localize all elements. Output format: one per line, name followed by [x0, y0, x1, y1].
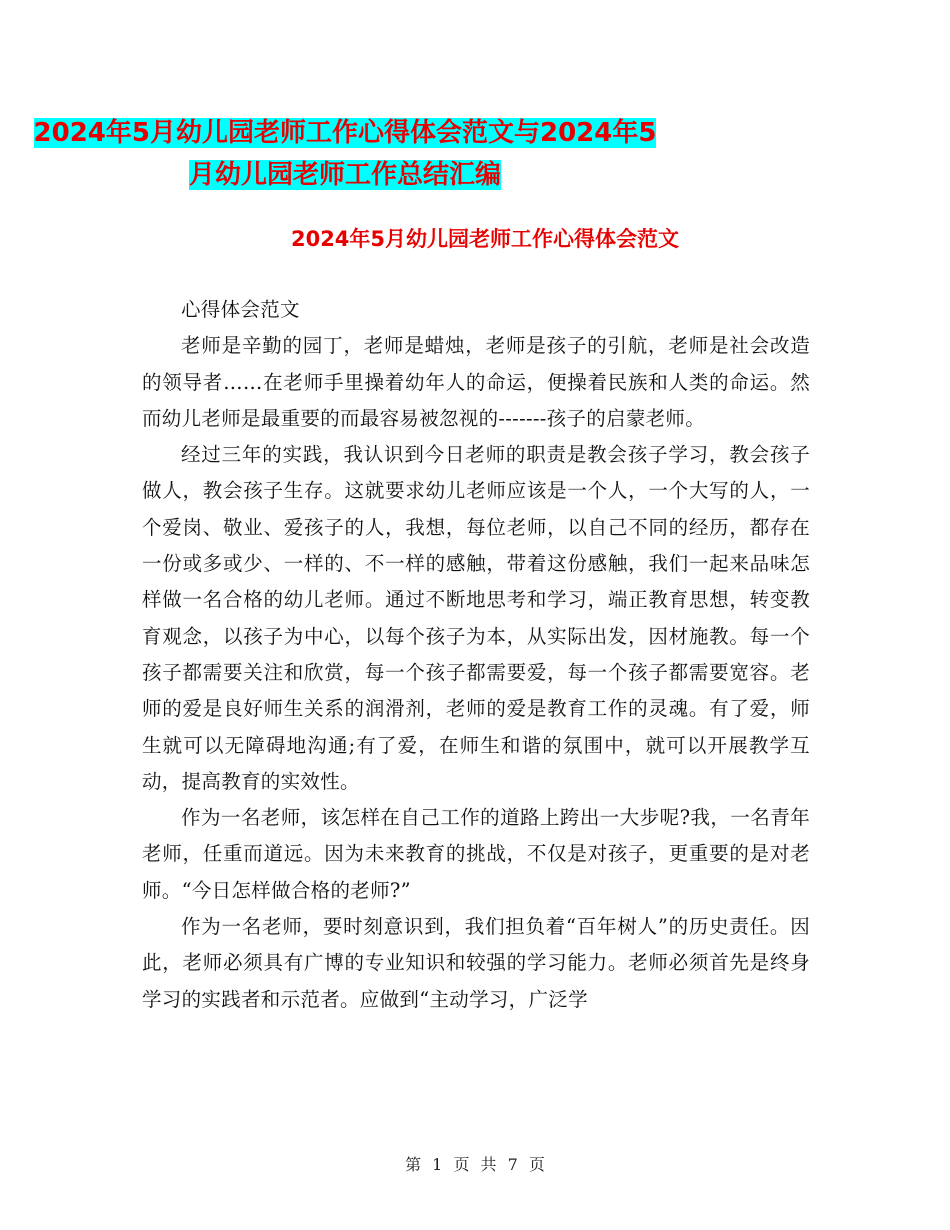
title-highlight-1: 2024年5月幼儿园老师工作心得体会范文与2024年5 — [33, 118, 657, 148]
page-footer: 第 1 页 共 7 页 — [405, 1155, 545, 1174]
title-highlight-2: 月幼儿园老师工作总结汇编 — [188, 160, 501, 190]
document-body — [142, 292, 810, 1018]
section-title: 2024年5月幼儿园老师工作心得体会范文 — [290, 227, 680, 251]
paragraph: 作为一名老师，要时刻意识到，我们担负着“百年树人”的历史责任。因此，老师必须具有广博的专业知识和较强的学习能力。老师必须首先是终身学习的实践者和示范者。应做到“主动学习，广泛学 — [142, 915, 810, 1011]
paragraph: 作为一名老师，该怎样在自己工作的道路上跨出一大步呢?我，一名青年老师，任重而道远。因为未来教育的挑战，不仅是对孩子，更重要的是对老师。“今日怎样做合格的老师?” — [142, 806, 810, 902]
paragraph: 老师是辛勤的园丁，老师是蜡烛，老师是孩子的引航，老师是社会改造的领导者……在老师手里操着幼年人的命运，便操着民族和人类的命运。然而幼儿老师是最重要的而最容易被忽视的-------孩子的启蒙老师。 — [142, 334, 810, 430]
paragraph: 心得体会范文 — [181, 298, 300, 321]
paragraph: 经过三年的实践，我认识到今日老师的职责是教会孩子学习，教会孩子做人，教会孩子生存。这就要求幼儿老师应该是一个人，一个大写的人，一个爱岗、敬业、爱孩子的人，我想，每位老师，以自己不同的经历，都存在一份或多或少、一样的、不一样的感触，带着这份感触，我们一起来品味怎样做一名合格的幼儿老师。通过不断地思考和学习，端正教育思想，转变教育观念，以孩子为中心，以每个孩子为本，从实际出发，因材施教。每一个孩子都需要关注和欣赏，每一个孩子都需要爱，每一个孩子都需要宽容。老师的爱是良好师生关系的润滑剂，老师的爱是教育工作的灵魂。有了爱，师生就可以无障碍地沟通;有了爱，在师生和谐的氛围中，就可以开展教学互动，提高教育的实效性。 — [142, 443, 810, 793]
document-title-line-1 — [0, 110, 690, 156]
document-title-line-2 — [0, 152, 690, 198]
